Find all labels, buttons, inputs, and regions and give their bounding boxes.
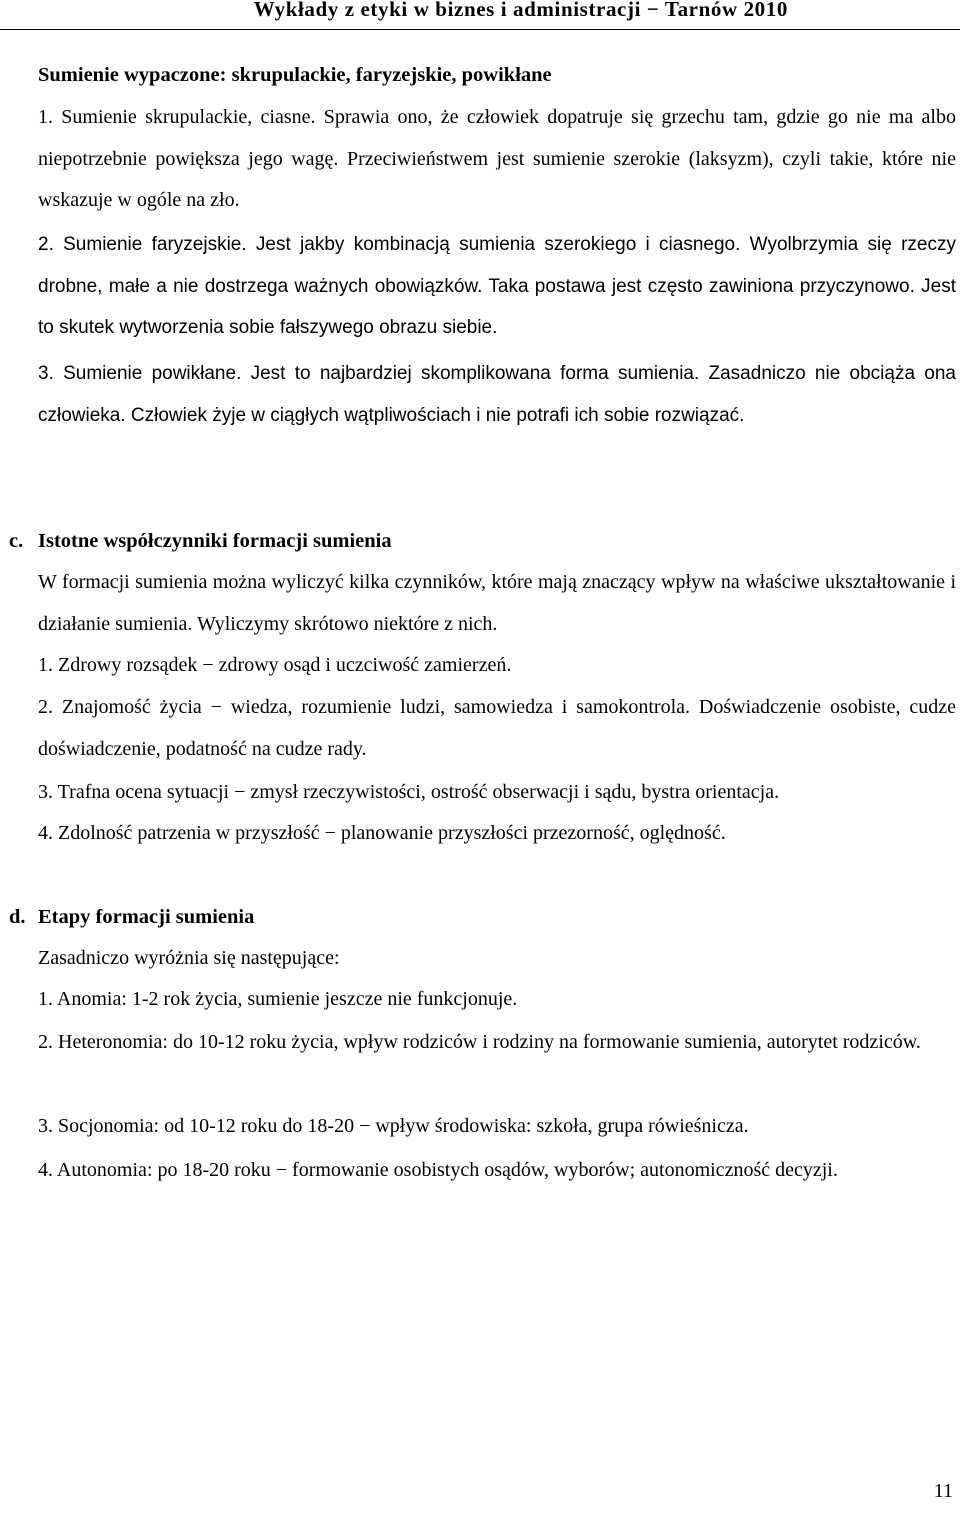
- section-b-paragraph-3: 3. Sumienie powikłane. Jest to najbardziej skomplikowana forma sumienia. Zasadniczo nie obciąża ona człowieka. Człowiek żyje w ciągłych wątpliwościach i nie potrafi ich sobie rozwiązać.: [38, 363, 956, 426]
- section-d-item-1: 1. Anomia: 1-2 rok życia, sumienie jeszcze nie funkcjonuje.: [38, 988, 518, 1010]
- section-c-heading: Istotne współczynniki formacji sumienia: [38, 530, 392, 552]
- section-b-heading: Sumienie wypaczone: skrupulackie, faryzejskie, powikłane: [38, 64, 552, 86]
- section-c-item-2: 2. Znajomość życia − wiedza, rozumienie ludzi, samowiedza i samokontrola. Doświadczenie osobiste, cudze doświadczenie, podatność na cudze rady.: [38, 696, 956, 760]
- section-d-heading: Etapy formacji sumienia: [38, 906, 255, 928]
- section-d-item-3: 3. Socjonomia: od 10-12 roku do 18-20 − wpływ środowiska: szkoła, grupa rówieśnicza.: [38, 1115, 749, 1137]
- section-c-item-1: 1. Zdrowy rozsądek − zdrowy osąd i uczciwość zamierzeń.: [38, 654, 512, 676]
- section-d-intro: Zasadniczo wyróżnia się następujące:: [38, 947, 340, 969]
- page-number: 11: [933, 1480, 953, 1502]
- section-d-letter: d.: [9, 906, 26, 928]
- section-d-item-4: 4. Autonomia: po 18-20 roku − formowanie osobistych osądów, wyborów; autonomiczność decyzji.: [38, 1159, 838, 1181]
- section-d-item-2: 2. Heteronomia: do 10-12 roku życia, wpływ rodziców i rodziny na formowanie sumienia, autorytet rodziców.: [38, 1031, 921, 1053]
- section-c-letter: c.: [9, 530, 24, 552]
- section-c-item-3: 3. Trafna ocena sytuacji − zmysł rzeczywistości, ostrość obserwacji i sądu, bystra orientacja.: [38, 781, 780, 803]
- section-b-paragraph-1: 1. Sumienie skrupulackie, ciasne. Sprawia ono, że człowiek dopatruje się grzechu tam, gdzie go nie ma albo niepotrzebnie powiększa jego wagę. Przeciwieństwem jest sumienie szerokie (laksyzm), czyli takie, które nie wskazuje w ogóle na zło.: [38, 106, 956, 212]
- section-c-intro: W formacji sumienia można wyliczyć kilka czynników, które mają znaczący wpływ na właściwe ukształtowanie i działanie sumienia. Wyliczymy skrótowo niektóre z nich.: [38, 571, 956, 635]
- header-title: Wykłady z etyki w biznes i administracji − Tarnów 2010: [253, 0, 788, 21]
- section-c-item-4: 4. Zdolność patrzenia w przyszłość − planowanie przyszłości przezorność, oględność.: [38, 822, 726, 844]
- section-b-paragraph-2: 2. Sumienie faryzejskie. Jest jakby kombinacją sumienia szerokiego i ciasnego. Wyolbrzymia się rzeczy drobne, małe a nie dostrzega ważnych obowiązków. Taka postawa jest często zawiniona przyczynowo. Jest to skutek wytworzenia sobie fałszywego obrazu siebie.: [38, 234, 956, 339]
- page-header: [0, 0, 960, 30]
